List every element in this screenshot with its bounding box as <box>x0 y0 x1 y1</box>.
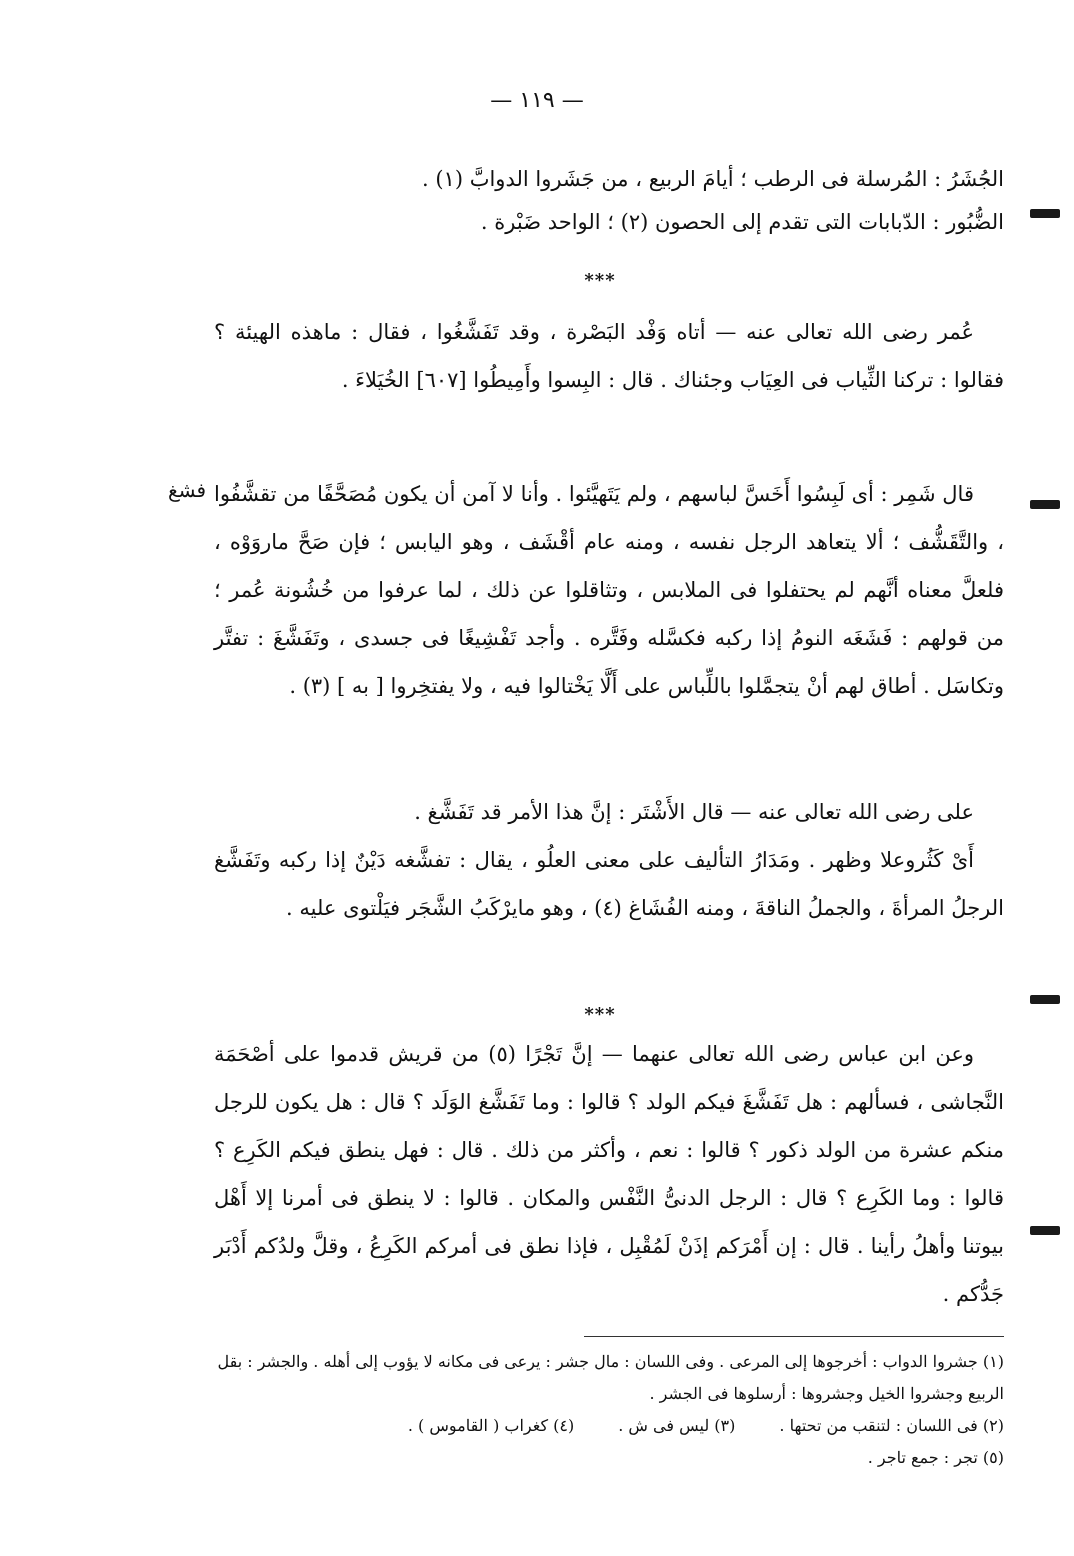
umar-hadith-block <box>214 308 1004 404</box>
footnote-2: (٢) فى اللسان : لتنقب من تحتها . <box>779 1416 1004 1435</box>
footnote-5: (٥) تجر : جمع تاجر . <box>867 1448 1004 1467</box>
footnote-4: (٤) كغراب ( القاموس ) . <box>407 1416 575 1435</box>
footnotes <box>204 1346 1004 1474</box>
footnote-divider <box>584 1336 1004 1337</box>
footnote-row <box>204 1410 1004 1442</box>
footnote-1: (١) جشروا الدواب : أخرجوها إلى المرعى . وفى اللسان : مال جشر : يرعى فى مكانه لا يؤوب إلى أهله . والجشر : بقل الربيع وجشروا الخيل وجشروها : أرسلوها فى الجشر . <box>217 1352 1004 1403</box>
ibn-abbas-hadith-block <box>214 1030 1004 1318</box>
scan-edge-mark <box>1030 209 1060 218</box>
page-number: — ١١٩ — <box>490 88 584 113</box>
definition-dubur: الضُّبُور : الدّبابات التى تقدم إلى الحصون (٢) ؛ الواحد ضَبْرة . <box>480 210 1004 234</box>
scan-edge-mark <box>1030 500 1060 509</box>
paragraph: وعن ابن عباس رضى الله تعالى عنهما — إنَّ تَجْرًا (٥) من قريش قدموا على أصْحَمَة النَّجاشى ، فسألهم : هل تَفَشَّغَ فيكم الولد ؟ قالوا : وما تَفَشَّغ الوَلَد ؟ قال : هل يكون للرجل منكم عشرة من الولد ذكور ؟ قالوا : نعم ، وأكثر من ذلك . قال : فهل ينطق فيكم الكَرِع ؟ قالوا : وما الكَرِع ؟ قال : الرجل الدنىُّ النَّفْس والمكان . قالوا : لا ينطق فى أمرنا إلا أَهْل بيوتنا وأهلُ رأينا . قال : إن أَمْرَكم إذَنْ لَمُقْبِل ، فإذا نطق فى أمركم الكَرِعُ ، وقلَّ ولدُكم أَدْبَر جَدُّكم . <box>214 1042 1004 1306</box>
ali-hadith-block <box>214 788 1004 932</box>
shamir-commentary-block <box>214 470 1004 710</box>
footnote-3: (٣) ليس فى ش . <box>618 1416 736 1435</box>
paragraph: عُمر رضى الله تعالى عنه — أتاه وَفْد البَصْرة ، وقد تَفَشَّغُوا ، فقال : ماهذه الهيئة ؟ فقالوا : تركنا الثِّياب فى العِيَاب وجئناك . قال : البِسوا وأَمِيطُوا [٦٠٧] الخُيَلاءَ . <box>214 320 1004 392</box>
section-divider: *** <box>584 270 616 291</box>
paragraph: أَىْ كَثُروعلا وظهر . ومَدَارُ التأليف على معنى العلُو ، يقال : تفشَّغه دَيْنٌ إذا ركبه وتَفَشَّغ الرجلُ المرأةَ ، والجملُ الناقةَ ، ومنه الفُشَاغ (٤) ، وهو مايرْكَبُ الشَّجَر فيَلْتوى عليه . <box>214 848 1004 920</box>
paragraph: قال شَمِر : أى لَبِسُوا أَخَسَّ لباسهم ، ولم يَتَهيَّئوا . وأنا لا آمن أن يكون مُصَحَّفًا من تقشَّفُوا ، والتَّقَشُّف ؛ ألا يتعاهد الرجل نفسه ، ومنه عام أقْشَف ، وهو اليابس ؛ فإن صَحَّ ماروَوْه ، فلعلَّ معناه أنَّهم لم يحتفلوا فى الملابس ، وتثاقلوا عن ذلك ، لما عرفوا من خُشُونة عُمر ؛ من قولهم : فَشَغَه النومُ إذا ركبه فكسَّله وفَتَّره . وأجد تَفْشِيغًا فى جسدى ، وتَفَشَّغَ : تفتَّر وتكاسَل . أطاق لهم أنْ يتجمَّلوا باللِّباس على أَلَّا يَخْتالوا فيه ، ولا يفتخِروا [ به ] (٣) . <box>214 482 1004 698</box>
definitions-block <box>214 158 1004 244</box>
scan-edge-mark <box>1030 995 1060 1004</box>
paragraph: على رضى الله تعالى عنه — قال الأَشْتَر : إنَّ هذا الأمر قد تَفَشَّغ . <box>414 800 974 824</box>
definition-jushar: الجُشَرُ : المُرسلة فى الرطب ؛ أيامَ الربيع ، من جَشَروا الدوابَّ (١) . <box>422 167 1004 191</box>
margin-root-word: فشغ <box>168 478 207 502</box>
section-divider: *** <box>584 1004 616 1025</box>
scan-edge-mark <box>1030 1226 1060 1235</box>
